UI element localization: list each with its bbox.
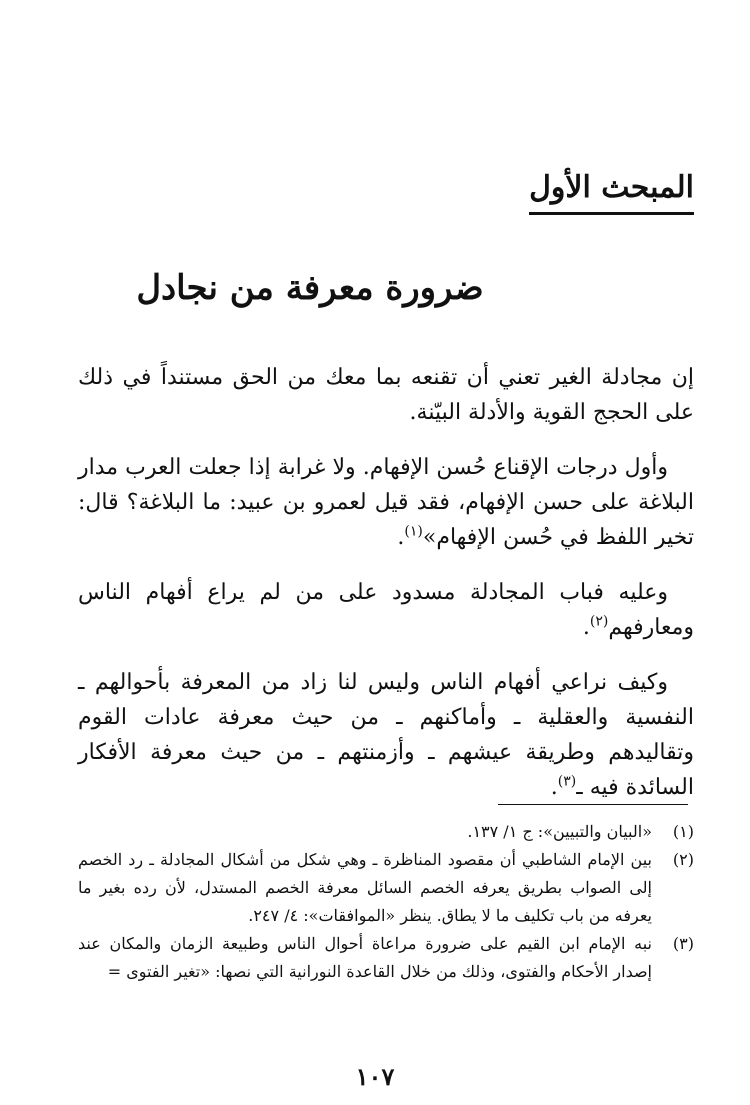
footnote-text: نبه الإمام ابن القيم على ضرورة مراعاة أحوال الناس وطبيعة الزمان والمكان عند إصدار الأحكام والفتوى، وذلك من خلال القاعدة النورانية التي نصها: «تغير الفتوى = bbox=[78, 934, 652, 981]
paragraph-text: وعليه فباب المجادلة مسدود على من لم يراع أفهام الناس ومعارفهم bbox=[78, 580, 694, 640]
body-text bbox=[78, 360, 694, 825]
footnote-divider bbox=[498, 804, 688, 805]
paragraph-tail: . bbox=[582, 615, 590, 640]
footnote-3 bbox=[78, 930, 694, 986]
footnotes bbox=[78, 818, 694, 986]
paragraph-3 bbox=[78, 575, 694, 645]
chapter-title: ضرورة معرفة من نجادل bbox=[136, 268, 484, 308]
paragraph-text: إن مجادلة الغير تعني أن تقنعه بما معك من الحق مستنداً في ذلك على الحجج القوية والأدلة البيّنة. bbox=[78, 365, 694, 425]
paragraph-tail: . bbox=[397, 525, 405, 550]
paragraph-tail: . bbox=[550, 775, 558, 800]
section-heading: المبحث الأول bbox=[529, 170, 694, 215]
footnote-number: (٣) bbox=[672, 934, 694, 953]
footnote-ref-1: (١) bbox=[404, 523, 423, 540]
paragraph-1 bbox=[78, 360, 694, 430]
footnote-ref-3: (٣) bbox=[557, 773, 577, 790]
footnote-number: (٢) bbox=[672, 850, 694, 869]
paragraph-2 bbox=[78, 450, 694, 555]
footnote-number: (١) bbox=[672, 822, 694, 841]
page-number: ١٠٧ bbox=[355, 1062, 395, 1091]
footnote-ref-2: (٢) bbox=[589, 613, 609, 630]
footnote-1 bbox=[78, 818, 694, 846]
footnote-2 bbox=[78, 846, 694, 930]
paragraph-text: وكيف نراعي أفهام الناس وليس لنا زاد من المعرفة بأحوالهم ـ النفسية والعقلية ـ وأماكنهم ـ من حيث معرفة عادات القوم وتقاليدهم وطريقة عيشهم ـ وأزمنتهم ـ من حيث معرفة الأفكار السائدة فيه ـ bbox=[78, 670, 694, 800]
footnote-text: «البيان والتبيين»: ج ١/ ١٣٧. bbox=[467, 822, 652, 841]
paragraph-4 bbox=[78, 665, 694, 805]
paragraph-text: وأول درجات الإقناع حُسن الإفهام. ولا غرابة إذا جعلت العرب مدار البلاغة على حسن الإفهام، فقد قيل لعمرو بن عبيد: ما البلاغة؟ قال: تخير اللفظ في حُسن الإفهام» bbox=[78, 455, 694, 550]
footnote-text: بين الإمام الشاطبي أن مقصود المناظرة ـ وهي شكل من أشكال المجادلة ـ رد الخصم إلى الصواب بطريق يعرفه الخصم السائل معرفة الخصم المستدل، لأن رده بغير ما يعرفه من باب تكليف ما لا يطاق. ينظر «الموافقات»: ٤/ ٢٤٧. bbox=[78, 850, 653, 925]
